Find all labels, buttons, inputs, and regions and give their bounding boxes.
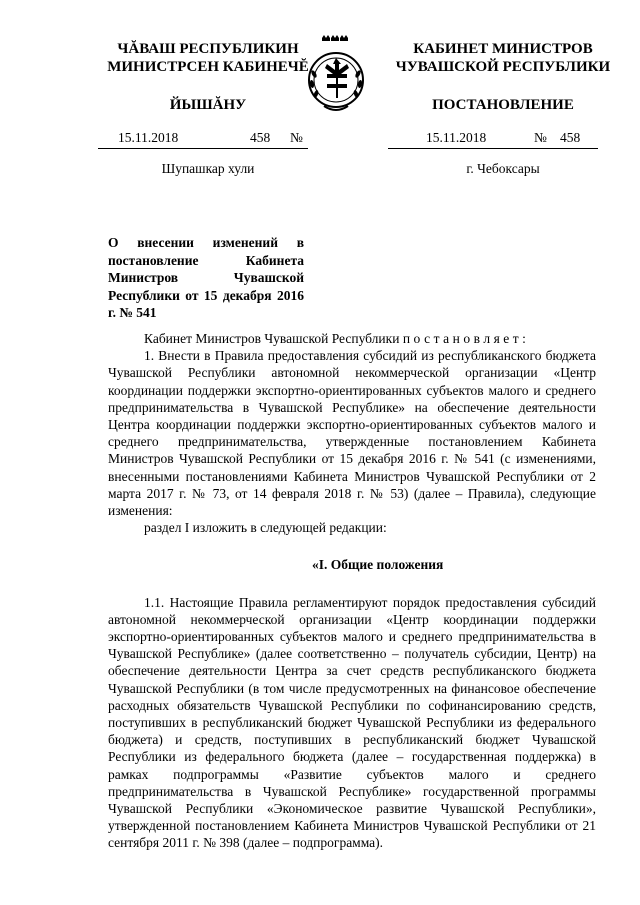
- russian-date: 15.11.2018: [426, 130, 487, 145]
- chuvash-header-line1: ЧĂВАШ РЕСПУБЛИКИН: [117, 41, 299, 57]
- chuvash-header: [88, 40, 328, 76]
- russian-no-sign: №: [534, 130, 547, 145]
- russian-number: 458: [560, 130, 581, 145]
- russian-header: [378, 40, 628, 76]
- chuvash-date: 15.11.2018: [118, 130, 179, 145]
- paragraph-1: 1. Внести в Правила предоставления субсидий из республиканского бюджета Чувашской Республики автономной некоммерческой организации «Центр координации поддержки экспортно-ориентированных субъектов малого и среднего предпринимательства в Чувашской Республике» на обеспечение деятельности Центра координации поддержки экспортно-ориентированных субъектов малого и среднего предпринимательства, утвержденные постановлением Кабинета Министров Чувашской Республики от 15 декабря 2016 г. № 541 (с изменениями, внесенными постановлениями Кабинета Министров Чувашской Республики от 2 марта 2017 г. № 73, от 14 февраля 2018 г. № 53) (далее – Правила), следующие изменения:: [108, 348, 596, 519]
- document-body: [108, 330, 596, 852]
- russian-number-line: [388, 130, 598, 149]
- russian-place: г. Чебоксары: [466, 161, 540, 176]
- intro-decree-word: постановляет:: [402, 331, 530, 346]
- emblem-icon: [300, 34, 372, 116]
- paragraph-3: 1.1. Настоящие Правила регламентируют порядок предоставления субсидий автономной некоммерческой организации «Центр координации поддержки экспортно-ориентированных субъектов малого и среднего предпринимательства в Чувашской Республике» (далее соответственно – получатель субсидии, Центр) на обеспечение деятельности Центра за счет средств республиканского бюджета Чувашской Республики (в том числе предусмотренных на финансовое обеспечение расходных обязательств Чувашской Республики по софинансированию средств, поступивших в республиканский бюджет Чувашской Республики из федерального бюджета) и средств, поступивших в республиканский бюджет Чувашской Республики из федерального бюджета (далее – государственная поддержка) в рамках подпрограммы «Развитие субъектов малого и среднего предпринимательства в Чувашской Республике» государственной программы Чувашской Республики «Экономическое развитие Чувашской Республики», утвержденной постановлением Кабинета Министров Чувашской Республики от 21 сентября 2011 г. № 398 (далее – подпрограмма).: [108, 594, 596, 851]
- intro-line: [108, 330, 596, 347]
- intro-prefix: Кабинет Министров Чувашской Республики: [144, 331, 400, 346]
- russian-header-line1: КАБИНЕТ МИНИСТРОВ: [413, 41, 593, 57]
- document-title: О внесении изменений в постановление Кабинета Министров Чувашской Республики от 15 декабря 2016 г. № 541: [108, 235, 304, 320]
- russian-header-line2: ЧУВАШСКОЙ РЕСПУБЛИКИ: [395, 59, 611, 75]
- chuvash-number-line: [98, 130, 308, 149]
- chuvash-number: 458: [250, 130, 271, 145]
- chuvash-doc-type: ЙЫШĂНУ: [169, 97, 247, 113]
- chuvash-no-sign: №: [290, 130, 303, 145]
- russian-doc-type: ПОСТАНОВЛЕНИЕ: [432, 97, 574, 113]
- paragraph-2: раздел I изложить в следующей редакции:: [144, 520, 387, 536]
- chuvash-place: Шупашкар хули: [161, 161, 255, 176]
- section-heading: «I. Общие положения: [312, 557, 444, 573]
- chuvash-header-line2: МИНИСТРСЕН КАБИНЕЧĔ: [107, 59, 309, 75]
